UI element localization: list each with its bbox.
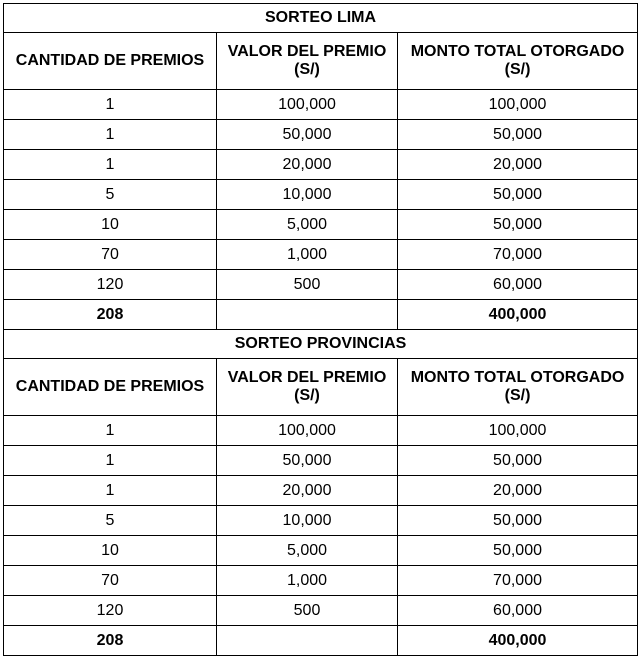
table-title: SORTEO LIMA [4,4,638,33]
total-cell: 400,000 [398,300,638,330]
total-cell [217,300,398,330]
table-row [4,566,638,596]
total-cell: 400,000 [398,626,638,656]
prize-table-provincias-body [4,330,638,656]
table-cell: 1 [4,476,217,506]
table-row [4,270,638,300]
table-title-row [4,330,638,359]
table-cell: 60,000 [398,270,638,300]
table-cell: 10,000 [217,180,398,210]
table-cell: 50,000 [398,446,638,476]
table-cell: 70 [4,566,217,596]
column-header: CANTIDAD DE PREMIOS [4,359,217,416]
table-row [4,596,638,626]
total-cell: 208 [4,626,217,656]
table-title: SORTEO PROVINCIAS [4,330,638,359]
table-cell: 1,000 [217,240,398,270]
table-cell: 1 [4,90,217,120]
table-cell: 1 [4,416,217,446]
table-cell: 1 [4,150,217,180]
table-row [4,536,638,566]
table-cell: 70,000 [398,240,638,270]
table-cell: 50,000 [398,536,638,566]
table-cell: 5,000 [217,536,398,566]
table-row [4,150,638,180]
table-row [4,240,638,270]
column-header: CANTIDAD DE PREMIOS [4,33,217,90]
table-row [4,90,638,120]
table-cell: 50,000 [398,120,638,150]
table-cell: 100,000 [217,90,398,120]
total-cell [217,626,398,656]
table-header-row [4,359,638,416]
table-cell: 20,000 [217,150,398,180]
table-row [4,210,638,240]
column-header: VALOR DEL PREMIO (S/) [217,359,398,416]
table-cell: 50,000 [398,180,638,210]
table-cell: 5 [4,180,217,210]
table-row [4,180,638,210]
table-row [4,120,638,150]
table-cell: 1 [4,446,217,476]
table-cell: 10,000 [217,506,398,536]
column-header: MONTO TOTAL OTORGADO (S/) [398,33,638,90]
table-cell: 1 [4,120,217,150]
table-cell: 1,000 [217,566,398,596]
table-cell: 50,000 [398,506,638,536]
column-header: VALOR DEL PREMIO (S/) [217,33,398,90]
table-cell: 50,000 [398,210,638,240]
table-cell: 50,000 [217,446,398,476]
table-cell: 20,000 [398,150,638,180]
table-cell: 120 [4,596,217,626]
table-cell: 500 [217,596,398,626]
table-row [4,446,638,476]
table-cell: 500 [217,270,398,300]
table-cell: 5,000 [217,210,398,240]
prize-table-lima-body [4,4,638,330]
table-row [4,416,638,446]
table-row [4,476,638,506]
table-cell: 70,000 [398,566,638,596]
table-title-row [4,4,638,33]
table-cell: 50,000 [217,120,398,150]
table-row [4,506,638,536]
table-cell: 10 [4,210,217,240]
table-cell: 100,000 [398,90,638,120]
table-header-row [4,33,638,90]
table-cell: 20,000 [398,476,638,506]
table-cell: 60,000 [398,596,638,626]
table-total-row [4,300,638,330]
column-header: MONTO TOTAL OTORGADO (S/) [398,359,638,416]
table-cell: 10 [4,536,217,566]
total-cell: 208 [4,300,217,330]
table-total-row [4,626,638,656]
table-cell: 120 [4,270,217,300]
table-cell: 70 [4,240,217,270]
prize-table-lima [3,3,638,330]
table-cell: 100,000 [398,416,638,446]
table-cell: 5 [4,506,217,536]
table-cell: 100,000 [217,416,398,446]
table-cell: 20,000 [217,476,398,506]
prize-table-provincias [3,329,638,656]
